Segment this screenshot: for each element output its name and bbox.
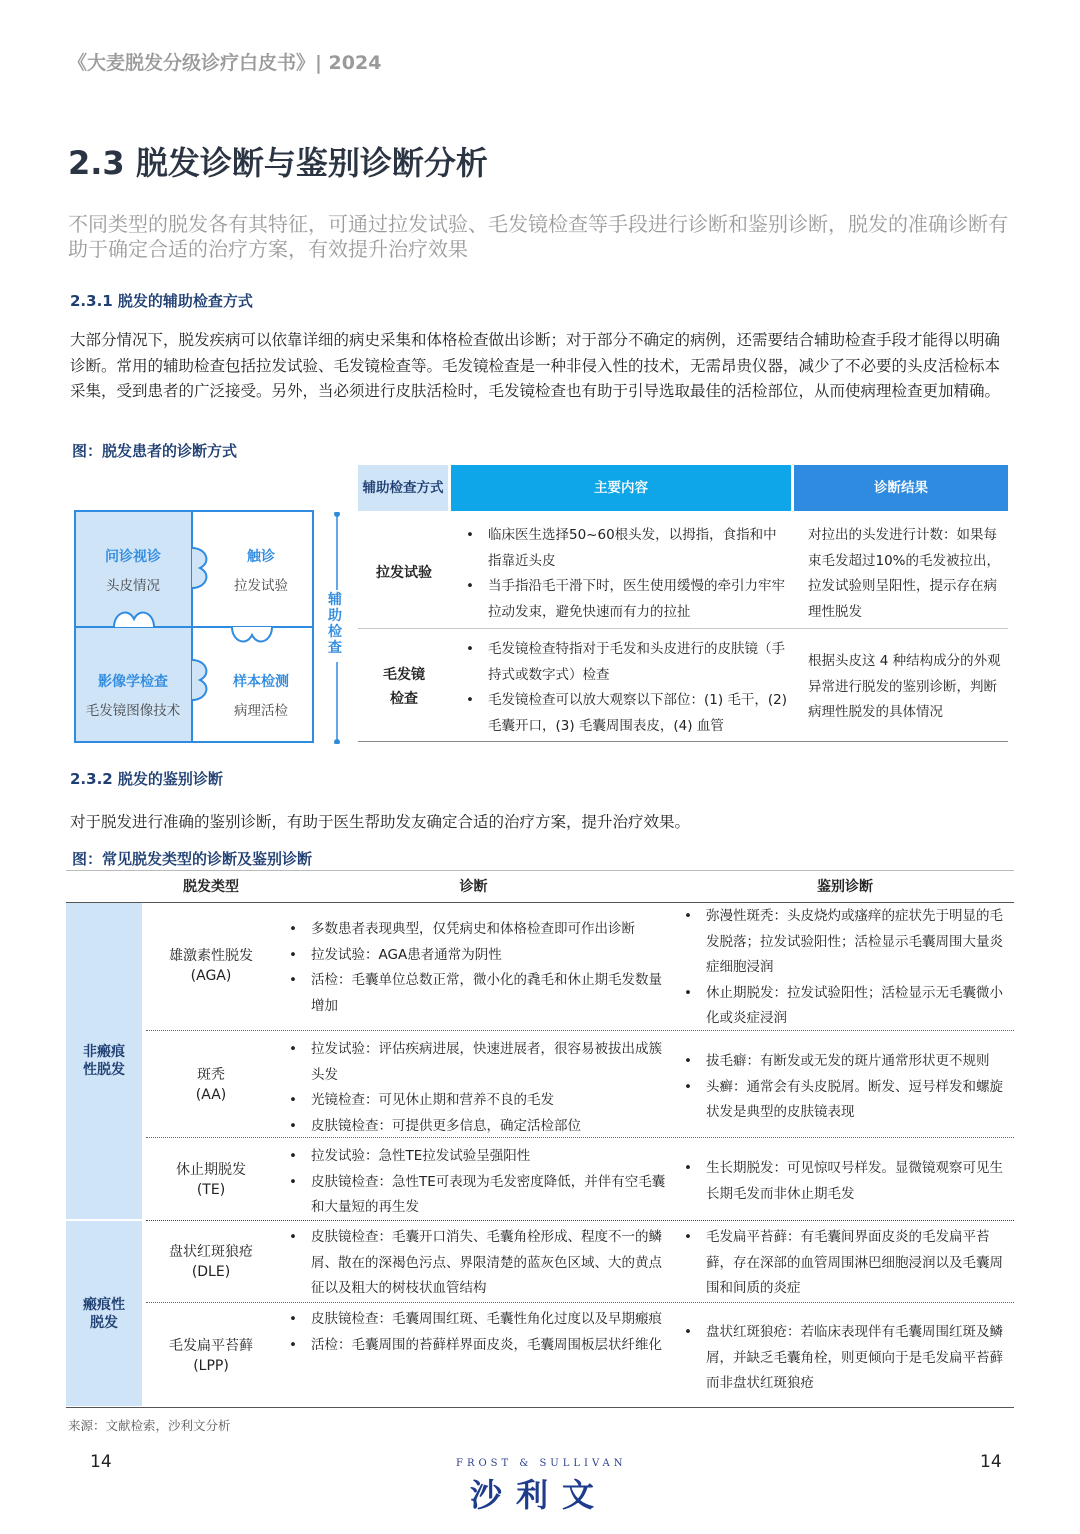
page-number-right: 14 xyxy=(980,1452,1002,1472)
source-note: 来源：文献检索，沙利文分析 xyxy=(68,1418,231,1433)
t2-diff-aa xyxy=(676,1049,1014,1126)
t1-header-content: 主要内容 xyxy=(451,465,791,511)
t2-type-abbr: (AA) xyxy=(195,1087,227,1103)
t2-type-name: 斑秃 xyxy=(197,1067,225,1083)
t1-result: 对拉出的头发进行计数：如果每束毛发超过10%的毛发被拉出，拉发试验则呈阳性，提示存在病理性脱发 xyxy=(808,527,1001,620)
t2-bullet: • 皮肤镜检查：毛囊开口消失、毛囊角栓形成、程度不一的鳞屑、散在的深褐色污点、界限清楚的蓝灰色区域、大的黄点征以及粗大的树枝状血管结构 xyxy=(281,1225,666,1302)
t1-bottom-line xyxy=(358,741,1008,742)
t2-header-line xyxy=(66,902,1014,903)
t1-header-method: 辅助检查方式 xyxy=(358,465,448,511)
subsection-title-1: 2.3.1 脱发的辅助检查方式 xyxy=(70,292,253,310)
section-intro: 不同类型的脱发各有其特征，可通过拉发试验、毛发镜检查等手段进行诊断和鉴别诊断，脱发的准确诊断有助于确定合适的治疗方案，有效提升治疗效果 xyxy=(68,212,1008,261)
t2-group-nonscarring xyxy=(66,903,142,1219)
t2-type-aga xyxy=(146,946,276,986)
t1-bullet: • 毛发镜检查特指对于毛发和头皮进行的皮肤镜（手持式或数字式）检查 xyxy=(458,637,788,688)
t2-bullet: • 盘状红斑狼疮：若临床表现伴有毛囊周围红斑及鳞屑，并缺乏毛囊角栓，则更倾向于是毛发扁平苔藓而非盘状红斑狼疮 xyxy=(676,1320,1014,1397)
t2-type-abbr: (DLE) xyxy=(191,1264,231,1280)
t2-bullet: • 拉发试验：评估疾病进展，快速进展者，很容易被拔出成簇头发 xyxy=(281,1037,666,1088)
document-title: 《大麦脱发分级诊疗白皮书》| 2024 xyxy=(68,52,382,74)
paragraph-1: 大部分情况下，脱发疾病可以依靠详细的病史采集和体格检查做出诊断；对于部分不确定的病例，还需要结合辅助检查手段才能得以明确诊断。常用的辅助检查包括拉发试验、毛发镜检查等。毛发镜检查是一种非侵入性的技术，无需昂贵仪器，减少了不必要的头皮活检标本采集，受到患者的广泛接受。另外，当必须进行皮肤活检时，毛发镜检查也有助于引导选取最佳的活检部位，从而使病理检查更加精确。 xyxy=(70,331,1001,400)
differential-diagnosis-table xyxy=(66,870,1014,1410)
t2-header-differential: 鉴别诊断 xyxy=(817,879,873,895)
t2-diff-dle xyxy=(676,1225,1014,1302)
puzzle-imaging-sub: 毛发镜图像技术 xyxy=(85,703,181,719)
t2-type-lpp xyxy=(146,1336,276,1376)
t1-header-result: 诊断结果 xyxy=(794,465,1008,511)
t2-bottom-line xyxy=(66,1407,1014,1408)
auxiliary-check-label: 辅助检查 xyxy=(328,592,342,656)
puzzle-palpation-title: 触诊 xyxy=(247,549,275,565)
t2-bullet: • 光镜检查：可见休止期和营养不良的毛发 xyxy=(281,1088,666,1114)
t1-divider xyxy=(358,628,1008,629)
t2-diff-aga xyxy=(676,904,1014,1032)
t2-group-divider xyxy=(146,1220,1014,1221)
t2-group-label: 瘢痕性脱发 xyxy=(83,1296,125,1331)
brand-logo-english: FROST & SULLIVAN xyxy=(456,1458,627,1469)
t1-bullets xyxy=(458,523,788,625)
t2-type-abbr: (LPP) xyxy=(193,1358,229,1374)
t2-row-divider xyxy=(146,1302,1014,1303)
page-number-left: 14 xyxy=(90,1452,112,1472)
t2-diag-te xyxy=(281,1144,666,1221)
t2-group-label: 非瘢痕性脱发 xyxy=(83,1044,125,1078)
t2-bullet: • 头癣：通常会有头皮脱屑。断发、逗号样发和螺旋状发是典型的皮肤镜表现 xyxy=(676,1075,1014,1126)
t2-diag-dle xyxy=(281,1225,666,1302)
t2-type-name: 毛发扁平苔藓 xyxy=(169,1338,253,1354)
t2-bullet: • 休止期脱发：拉发试验阳性；活检显示无毛囊微小化或炎症浸润 xyxy=(676,981,1014,1032)
t2-type-name: 雄激素性脱发 xyxy=(169,948,253,964)
t2-bullet: • 拔毛癖：有断发或无发的斑片通常形状更不规则 xyxy=(676,1049,1014,1075)
t2-type-name: 休止期脱发 xyxy=(176,1162,246,1178)
section-title: 2.3 脱发诊断与鉴别诊断分析 xyxy=(68,144,488,182)
t2-diag-aga xyxy=(281,917,666,1019)
t2-bullet: • 活检：毛囊周围的苔藓样界面皮炎，毛囊周围板层状纤维化 xyxy=(281,1333,666,1359)
puzzle-palpation xyxy=(202,546,320,662)
t2-bullet: • 拉发试验：AGA患者通常为阴性 xyxy=(281,943,666,969)
t2-row-divider xyxy=(146,1030,1014,1031)
t2-bullet: • 皮肤镜检查：毛囊周围红斑、毛囊性角化过度以及早期瘢痕 xyxy=(281,1307,666,1333)
t2-bullet: • 皮肤镜检查：急性TE可表现为毛发密度降低，并伴有空毛囊和大量短的再生发 xyxy=(281,1170,666,1221)
t2-type-abbr: (AGA) xyxy=(190,968,232,984)
t1-result: 根据头皮这 4 种结构成分的外观异常进行脱发的鉴别诊断，判断病理性脱发的具体情况 xyxy=(808,653,1001,720)
brand-logo-chinese: 沙利文 xyxy=(470,1476,609,1514)
puzzle-sample-sub: 病理活检 xyxy=(234,703,288,719)
t1-category: 拉发试验 xyxy=(376,565,432,581)
puzzle-inquiry xyxy=(74,546,192,662)
puzzle-inquiry-title: 问诊视诊 xyxy=(105,549,161,565)
figure-label-2: 图：常见脱发类型的诊断及鉴别诊断 xyxy=(72,850,313,868)
t2-type-dle xyxy=(146,1242,276,1282)
t1-bullet: • 当手指沿毛干滑下时，医生使用缓慢的牵引力牢牢拉动发束，避免快速而有力的拉扯 xyxy=(458,574,788,625)
diagnosis-puzzle xyxy=(74,510,316,744)
t2-bullet: • 多数患者表现典型，仅凭病史和体格检查即可作出诊断 xyxy=(281,917,666,943)
t1-bullet: • 临床医生选择50~60根头发，以拇指，食指和中指靠近头皮 xyxy=(458,523,788,574)
t2-bullet: • 拉发试验：急性TE拉发试验呈强阳性 xyxy=(281,1144,666,1170)
t2-type-abbr: (TE) xyxy=(196,1182,226,1198)
puzzle-sample-title: 样本检测 xyxy=(233,674,289,690)
t2-diag-lpp xyxy=(281,1307,666,1358)
t2-header-type: 脱发类型 xyxy=(183,879,239,895)
t2-bullet: • 毛发扁平苔藓：有毛囊间界面皮炎的毛发扁平苔藓，存在深部的血管周围淋巴细胞浸润以及毛囊周围和间质的炎症 xyxy=(676,1225,1014,1302)
t2-header-diagnosis: 诊断 xyxy=(459,879,488,895)
t2-type-te xyxy=(146,1160,276,1200)
puzzle-inquiry-sub: 头皮情况 xyxy=(106,578,160,594)
t2-diff-lpp xyxy=(676,1320,1014,1397)
t2-bullet: • 皮肤镜检查：可提供更多信息，确定活检部位 xyxy=(281,1114,666,1140)
t2-diff-te xyxy=(676,1156,1014,1207)
t1-category: 毛发镜检查 xyxy=(383,667,425,707)
t2-group-scarring xyxy=(66,1221,142,1406)
puzzle-imaging-title: 影像学检查 xyxy=(98,674,168,690)
t2-bullet: • 弥漫性斑秃：头皮烧灼或瘙痒的症状先于明显的毛发脱落；拉发试验阳性；活检显示毛囊周围大量炎症细胞浸润 xyxy=(676,904,1014,981)
t2-type-name: 盘状红斑狼疮 xyxy=(169,1244,253,1260)
puzzle-palpation-sub: 拉发试验 xyxy=(234,578,288,594)
t1-bullet: • 毛发镜检查可以放大观察以下部位：(1) 毛干，(2)毛囊开口，(3) 毛囊周围表皮，(4) 血管 xyxy=(458,688,788,739)
t2-bullet: • 生长期脱发：可见惊叹号样发。显微镜观察可见生长期毛发而非休止期毛发 xyxy=(676,1156,1014,1207)
subsection-title-2: 2.3.2 脱发的鉴别诊断 xyxy=(70,770,223,788)
t2-bullet: • 活检：毛囊单位总数正常，微小化的毳毛和休止期毛发数量增加 xyxy=(281,968,666,1019)
paragraph-2: 对于脱发进行准确的鉴别诊断，有助于医生帮助发友确定合适的治疗方案，提升治疗效果。 xyxy=(70,813,691,831)
t1-bullets xyxy=(458,637,788,739)
t2-diag-aa xyxy=(281,1037,666,1139)
figure-label-1: 图：脱发患者的诊断方式 xyxy=(72,442,238,460)
t1-row-dermoscopy xyxy=(358,637,1008,743)
t2-type-aa xyxy=(146,1065,276,1105)
t1-row-pull-test xyxy=(358,521,1008,627)
t2-row-divider xyxy=(146,1137,1014,1138)
